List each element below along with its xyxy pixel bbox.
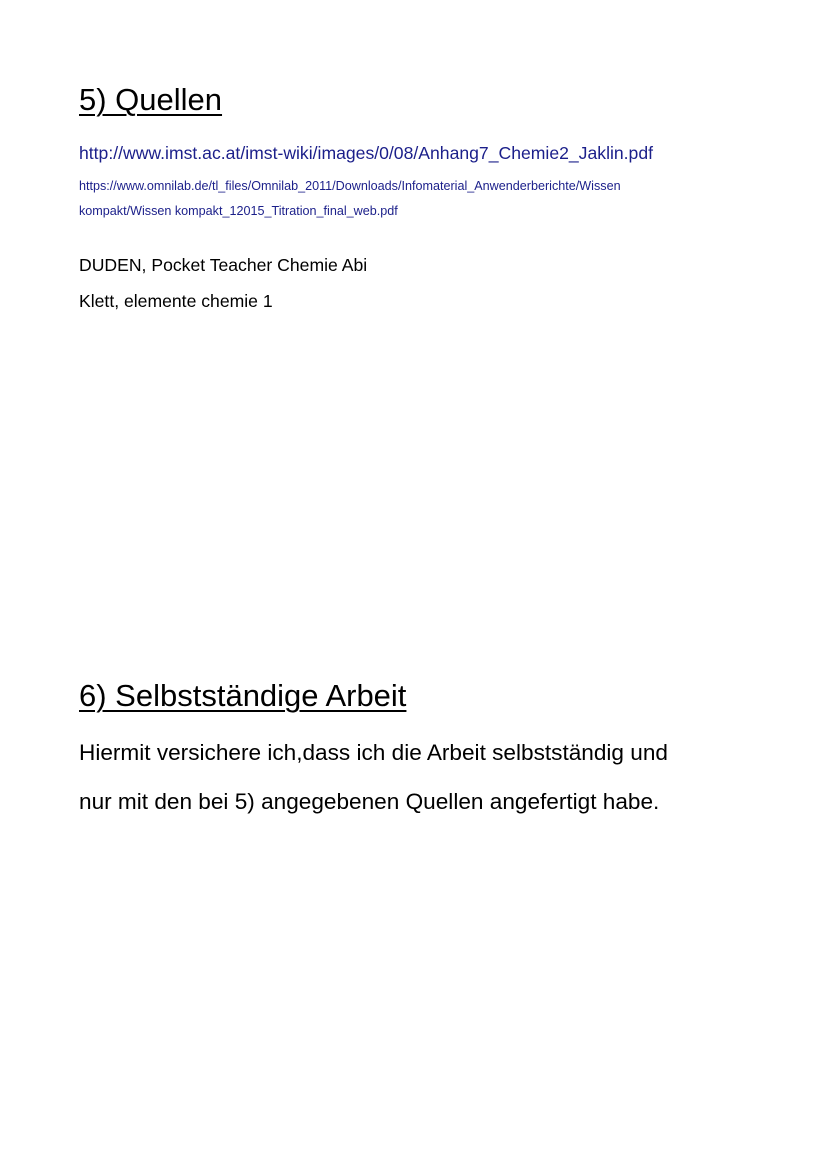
- declaration-line-2: nur mit den bei 5) angegebenen Quellen angefertigt habe.: [79, 789, 660, 814]
- section-heading-quellen: 5) Quellen: [79, 82, 223, 117]
- source-link-imst[interactable]: http://www.imst.ac.at/imst-wiki/images/0/08/Anhang7_Chemie2_Jaklin.pdf: [79, 143, 654, 163]
- source-link-omnilab-line1[interactable]: https://www.omnilab.de/tl_files/Omnilab_2011/Downloads/Infomaterial_Anwenderberichte/Wissen: [79, 179, 621, 193]
- section-heading-selbststaendige-arbeit: 6) Selbstständige Arbeit: [79, 678, 407, 713]
- source-link-omnilab-line2[interactable]: kompakt/Wissen kompakt_12015_Titration_final_web.pdf: [79, 204, 398, 218]
- book-reference-klett: Klett, elemente chemie 1: [79, 291, 273, 311]
- declaration-line-1: Hiermit versichere ich,dass ich die Arbeit selbstständig und: [79, 740, 668, 765]
- book-reference-duden: DUDEN, Pocket Teacher Chemie Abi: [79, 255, 368, 275]
